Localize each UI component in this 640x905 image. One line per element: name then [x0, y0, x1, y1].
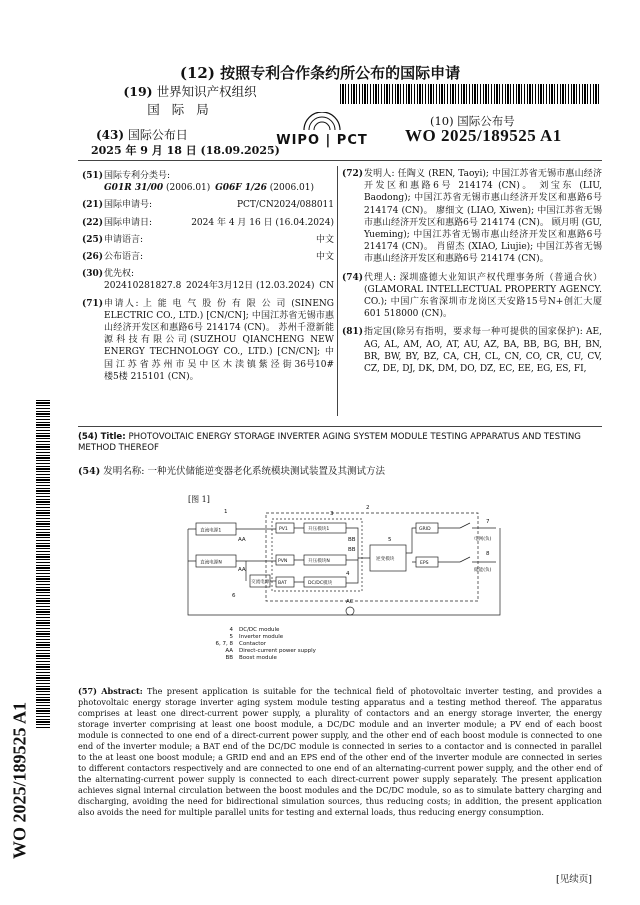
- pub-date-label-text: 国际公布日: [127, 128, 188, 142]
- eps-label: EPS: [420, 561, 429, 566]
- mark-1: 1: [224, 509, 228, 515]
- mark-aa-2: AA: [238, 567, 246, 573]
- bibliographic-right: [342, 168, 602, 378]
- inverter-label: 逆变模块: [376, 557, 395, 562]
- wipo-logo-icon: [300, 112, 344, 132]
- field-71: (71) 申请人: 上 能 电 气 股 份 有 限 公 司 (SINENG ELECTRIC CO., LTD.) [CN/CN]; 中国江苏省无锡市惠山经济开发区和惠路6号 214174 (CN)。 苏州千澄新能源科技有限公司(SUZHOU QIANCHENG NEW ENERGY TECHNOLOGY CO., LTD.) [CN/CN]; 中 国 江 苏 省 苏 州 市 吴 中 区 木 渎 镇 紫 泾 街 36号10#楼5楼 215101 (CN)。: [82, 298, 334, 382]
- pvn-label: PVN: [278, 559, 288, 564]
- chinese-title: (54) 发明名称: 一种光伏储能逆变器老化系统模块测试装置及其测试方法: [78, 466, 385, 477]
- dc-supply-n-label: 直流电源N: [200, 560, 222, 566]
- grid-label: GRID: [419, 527, 431, 532]
- dc-supply-1-label: 直流电源1: [200, 528, 222, 534]
- header-divider: [78, 160, 602, 161]
- field-22: (22)国际申请日: 2024 年 4 月 16 日 (16.04.2024): [82, 217, 334, 228]
- pub-date: 2025 年 9 月 18 日 (18.09.2025): [91, 144, 280, 157]
- legend-row: BB Boost module: [225, 655, 277, 661]
- field-74: (74) 代理人: 深圳盛德大业知识产权代理事务所（普通合伙）(GLAMORAL INTELLECTUAL PROPERTY AGENCY. CO.); 中国广东省深圳市龙岗区天安路15号N+创汇大厦601 518000 (CN)。: [342, 272, 602, 320]
- field-30: (30)优先权: 202410281827.8 2024年3月12日 (12.03.2024) CN: [82, 269, 334, 292]
- load-2-label: 储能(负): [474, 568, 492, 573]
- load-1-label: 电网(负): [474, 537, 492, 542]
- bureau-name: 国 际 局: [147, 102, 213, 117]
- org-code: (19): [123, 84, 153, 99]
- field-81: (81) 指定国(除另有指明，要求每一种可提供的国家保护): AE, AG, AL, AM, AO, AT, AU, AZ, BA, BB, BG, BH, BN, BR, BW, BY, BZ, CA, CH, CL, CN, CO, CR, CU, CV, CZ, DE, DJ, DK, DM, DO, DZ, EC, EE, EG, ES, FI,: [342, 327, 602, 375]
- document-title: (12) 按照专利合作条约所公布的国际申请: [179, 64, 461, 82]
- dcdc-label: DC/DC模块: [308, 581, 333, 586]
- pub-number-label: (10) 国际公布号: [430, 114, 515, 128]
- column-divider: [337, 166, 338, 416]
- field-26: (26)公布语言: 中文: [82, 252, 334, 263]
- english-title: (54) Title: PHOTOVOLTAIC ENERGY STORAGE INVERTER AGING SYSTEM MODULE TESTING APPARATUS AND TESTING METHOD THEREOF: [78, 432, 581, 453]
- pub-date-label: [96, 126, 188, 143]
- contactor-6-label: 交流电源: [251, 580, 270, 585]
- boost-1-label: 升压模块1: [308, 527, 330, 532]
- mark-4: 4: [346, 571, 350, 577]
- boost-n-label: 升压模块N: [308, 559, 330, 564]
- legend-row: AA Direct-current power supply: [225, 648, 316, 654]
- inverter-box: [266, 513, 478, 601]
- organization-name: [60, 84, 320, 100]
- org-name: 世界知识产权组织: [156, 84, 257, 99]
- field-72: (72) 发明人: 任陶义 (REN, Taoyi); 中国江苏省无锡市惠山经济开发区和惠路6号 214174 (CN)。 刘宝东 (LIU, Baodong); 中国江苏省无锡市惠山经济开发区和惠路6号 214174 (CN)。 廖细文 (LIAO, Xiwen); 中国江苏省无锡市惠山经济开发区和惠路6号 214174 (CN)。 顾月明 (GU, Yueming); 中国江苏省无锡市惠山经济开发区和惠路6号 214174 (CN)。 肖留杰 (XIAO, Liujie); 中国江苏省无锡市惠山经济开发区和惠路6号 214174 (CN)。: [342, 169, 602, 265]
- pub-number: WO 2025/189525 A1: [405, 126, 562, 145]
- pv1-label: PV1: [279, 527, 288, 532]
- title-divider: [78, 426, 602, 427]
- abstract: (57) Abstract: The present application is suitable for the technical field of photovoltaic inverter testing, and provides a photovoltaic energy storage inverter aging system module testing apparatus and a testing method thereof. The apparatus comprises at least one direct-current power supply, a plurality of contactors and an energy storage inverter, the energy storage inverter comprising at least one boost module, a DC/DC module and an inverter module; a PV end of each boost module is connected to one end of a direct-current power supply, and the other end of each boost module is connected to one end of the inverter module; a BAT end of the DC/DC module is connected in series to a contactor and is connected in parallel to the at least one boost module; a GRID end and an EPS end of the other end of the inverter module are connected in series to different contactors respectively and are connected to one end of an alternating-current power supply, and the other end of the alternating-current power supply is connected to each direct-current power supply separately. The present application achieves signal internal circulation between the boost modules and the DC/DC module, so as to simulate battery charging and discharging, avoiding the need for bidirectional simulation sources, thus reducing costs; in addition, the present application also avoids the need for multiple parallel units for testing and external loads, thus reducing energy consumption.: [78, 686, 602, 817]
- legend-row: 6, 7, 8 Contactor: [215, 641, 267, 647]
- mark-aa-1: AA: [238, 537, 246, 543]
- bat-label: BAT: [278, 581, 287, 586]
- continued-note: [见续页]: [556, 874, 592, 885]
- figure-1-diagram: [180, 503, 520, 621]
- side-barcode: [36, 400, 50, 730]
- figure-label: [图 1]: [188, 495, 210, 504]
- legend-row: 4 DC/DC module: [229, 627, 280, 633]
- mark-2: 2: [366, 505, 370, 511]
- field-21: (21)国际申请号: PCT/CN2024/088011: [82, 200, 334, 211]
- wipo-pct-mark: WIPO | PCT: [276, 133, 368, 148]
- mark-bb-1: BB: [348, 537, 356, 543]
- mark-5: 5: [388, 537, 392, 543]
- field-25: (25)申请语言: 中文: [82, 234, 334, 245]
- mark-6: 6: [232, 593, 236, 599]
- mark-8: 8: [486, 551, 490, 557]
- field-51: (51)国际专利分类号: G01R 31/00 (2006.01) G06F 1/26 (2006.01): [82, 171, 314, 194]
- side-pub-number: WO 2025/189525 A1: [9, 702, 30, 860]
- mark-bb-2: BB: [348, 547, 356, 553]
- bibliographic-left: [82, 170, 334, 386]
- pub-date-code: (43): [96, 128, 125, 142]
- figure-legend: [205, 627, 316, 662]
- mark-3: 3: [330, 511, 334, 517]
- mark-ac: AC: [346, 599, 354, 605]
- top-barcode: [340, 84, 600, 104]
- mark-7: 7: [486, 519, 490, 525]
- legend-row: 5 Inverter module: [229, 634, 284, 640]
